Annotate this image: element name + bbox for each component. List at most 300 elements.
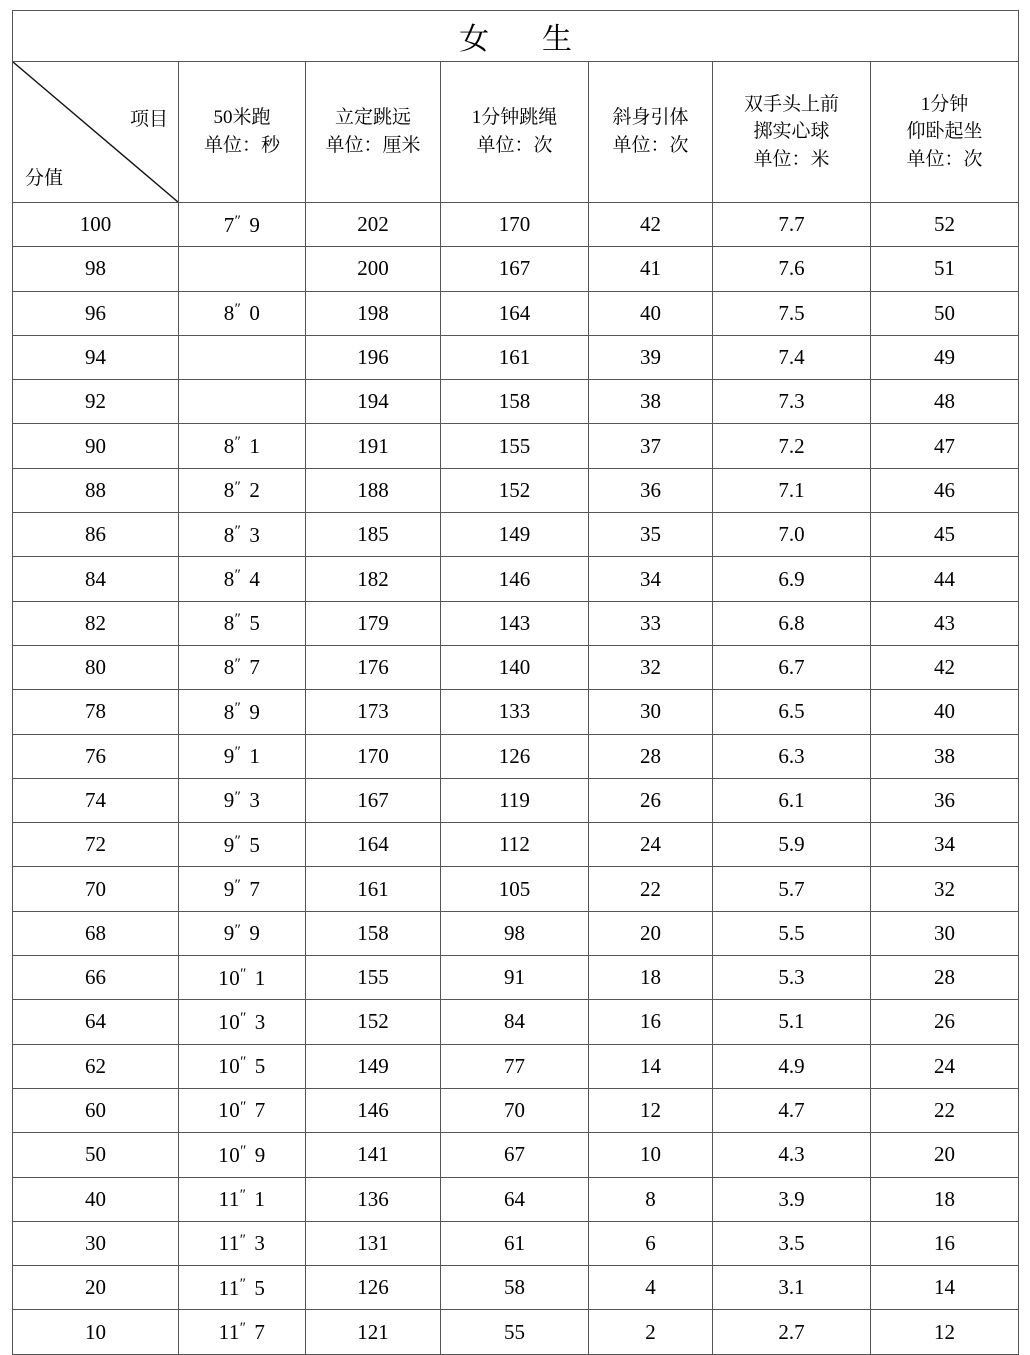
cell-medball: 6.9 [713, 557, 871, 601]
cell-situp: 14 [871, 1266, 1019, 1310]
column-header-medball [713, 62, 871, 203]
cell-situp: 22 [871, 1088, 1019, 1132]
column-header-jumprope-unit: 单位：次 [476, 135, 553, 156]
cell-jumprope: 84 [441, 1000, 589, 1044]
cell-score: 92 [13, 380, 179, 424]
cell-jumprope: 64 [441, 1177, 589, 1221]
cell-longjump: 131 [306, 1221, 441, 1265]
column-header-inclinepull-unit: 单位：次 [612, 135, 689, 156]
run50-decimal: 4 [249, 566, 261, 591]
cell-longjump: 196 [306, 335, 441, 379]
second-mark-icon: ″ [240, 1054, 247, 1071]
cell-run50 [179, 1310, 306, 1354]
cell-longjump: 179 [306, 601, 441, 645]
cell-run50 [179, 911, 306, 955]
table-row [13, 513, 1019, 557]
table-row [13, 380, 1019, 424]
cell-medball: 2.7 [713, 1310, 871, 1354]
cell-jumprope: 70 [441, 1088, 589, 1132]
cell-medball: 5.3 [713, 956, 871, 1000]
cell-situp: 45 [871, 513, 1019, 557]
run50-seconds: 9 [223, 744, 235, 769]
second-mark-icon: ″ [234, 877, 242, 894]
cell-jumprope: 126 [441, 734, 589, 778]
cell-situp: 28 [871, 956, 1019, 1000]
run50-seconds: 9 [223, 876, 235, 901]
cell-medball: 4.3 [713, 1133, 871, 1177]
cell-medball: 7.5 [713, 291, 871, 335]
cell-longjump: 146 [306, 1088, 441, 1132]
cell-run50 [179, 1177, 306, 1221]
cell-jumprope: 105 [441, 867, 589, 911]
cell-inclinepull: 39 [589, 335, 713, 379]
cell-inclinepull: 10 [589, 1133, 713, 1177]
cell-inclinepull: 30 [589, 690, 713, 734]
second-mark-icon: ″ [239, 1320, 247, 1337]
cell-inclinepull: 36 [589, 468, 713, 512]
run50-seconds: 10 [218, 1054, 241, 1079]
run50-decimal: 5 [249, 611, 261, 636]
table-row [13, 557, 1019, 601]
cell-run50 [179, 823, 306, 867]
second-mark-icon: ″ [234, 832, 242, 849]
cell-medball: 4.7 [713, 1088, 871, 1132]
run50-seconds: 9 [223, 921, 235, 946]
second-mark-icon: ″ [234, 788, 242, 805]
cell-medball: 7.4 [713, 335, 871, 379]
column-header-situp [871, 62, 1019, 203]
cell-longjump: 167 [306, 778, 441, 822]
cell-medball: 6.3 [713, 734, 871, 778]
cell-jumprope: 149 [441, 513, 589, 557]
second-mark-icon: ″ [239, 1275, 247, 1292]
cell-score: 100 [13, 203, 179, 247]
cell-jumprope: 58 [441, 1266, 589, 1310]
cell-situp: 18 [871, 1177, 1019, 1221]
table-row [13, 291, 1019, 335]
second-mark-icon: ″ [234, 567, 242, 584]
cell-jumprope: 146 [441, 557, 589, 601]
corner-item-label: 项目 [129, 109, 168, 130]
run50-seconds: 8 [223, 611, 235, 636]
cell-run50 [179, 956, 306, 1000]
column-header-inclinepull-name: 斜身引体 [612, 107, 689, 129]
run50-seconds: 8 [223, 699, 235, 724]
cell-run50 [179, 645, 306, 689]
run50-seconds: 8 [223, 434, 235, 458]
cell-run50 [179, 335, 306, 379]
column-header-medball-unit: 单位：米 [753, 148, 830, 170]
cell-inclinepull: 20 [589, 911, 713, 955]
run50-seconds: 8 [223, 478, 235, 503]
run50-decimal: 7 [249, 655, 261, 680]
cell-situp: 42 [871, 645, 1019, 689]
table-row [13, 1088, 1019, 1132]
run50-seconds: 9 [223, 832, 235, 857]
cell-situp: 43 [871, 601, 1019, 645]
table-row [13, 1266, 1019, 1310]
cell-longjump: 155 [306, 956, 441, 1000]
cell-longjump: 136 [306, 1177, 441, 1221]
cell-jumprope: 67 [441, 1133, 589, 1177]
table-row [13, 645, 1019, 689]
cell-run50 [179, 690, 306, 734]
cell-jumprope: 112 [441, 823, 589, 867]
table-row [13, 1310, 1019, 1354]
cell-longjump: 126 [306, 1266, 441, 1310]
run50-decimal: 3 [254, 1231, 266, 1256]
run50-decimal: 3 [249, 522, 261, 547]
cell-score: 78 [13, 690, 179, 734]
cell-run50 [179, 1088, 306, 1132]
run50-decimal: 5 [254, 1054, 266, 1079]
cell-medball: 7.3 [713, 380, 871, 424]
cell-inclinepull: 35 [589, 513, 713, 557]
run50-decimal: 7 [254, 1319, 266, 1344]
cell-longjump: 170 [306, 734, 441, 778]
run50-decimal: 0 [249, 301, 261, 326]
cell-situp: 20 [871, 1133, 1019, 1177]
column-header-longjump [306, 62, 441, 203]
table-row [13, 1000, 1019, 1044]
table-row [13, 956, 1019, 1000]
cell-score: 74 [13, 778, 179, 822]
cell-jumprope: 158 [441, 380, 589, 424]
cell-situp: 44 [871, 557, 1019, 601]
run50-seconds: 8 [223, 301, 235, 326]
cell-situp: 50 [871, 291, 1019, 335]
cell-longjump: 198 [306, 291, 441, 335]
cell-run50 [179, 247, 306, 291]
run50-decimal: 9 [249, 212, 261, 237]
cell-score: 70 [13, 867, 179, 911]
cell-inclinepull: 38 [589, 380, 713, 424]
run50-decimal: 5 [249, 832, 261, 857]
cell-inclinepull: 32 [589, 645, 713, 689]
run50-seconds: 10 [218, 1009, 241, 1034]
cell-score: 72 [13, 823, 179, 867]
second-mark-icon: ″ [234, 434, 242, 451]
cell-longjump: 121 [306, 1310, 441, 1354]
cell-longjump: 164 [306, 823, 441, 867]
cell-longjump: 149 [306, 1044, 441, 1088]
cell-score: 60 [13, 1088, 179, 1132]
table-row [13, 1133, 1019, 1177]
cell-inclinepull: 14 [589, 1044, 713, 1088]
table-header-row [13, 62, 1019, 203]
run50-seconds: 10 [218, 1098, 241, 1123]
corner-header-cell [13, 62, 179, 203]
cell-run50 [179, 778, 306, 822]
run50-seconds: 8 [223, 522, 235, 547]
cell-longjump: 185 [306, 513, 441, 557]
cell-score: 40 [13, 1177, 179, 1221]
cell-score: 88 [13, 468, 179, 512]
cell-score: 64 [13, 1000, 179, 1044]
cell-inclinepull: 37 [589, 424, 713, 468]
run50-decimal: 3 [254, 1009, 266, 1034]
cell-score: 84 [13, 557, 179, 601]
cell-situp: 16 [871, 1221, 1019, 1265]
cell-score: 62 [13, 1044, 179, 1088]
cell-jumprope: 77 [441, 1044, 589, 1088]
cell-medball: 3.9 [713, 1177, 871, 1221]
second-mark-icon: ″ [234, 744, 242, 761]
cell-run50 [179, 1000, 306, 1044]
cell-inclinepull: 34 [589, 557, 713, 601]
second-mark-icon: ″ [234, 478, 242, 495]
cell-inclinepull: 16 [589, 1000, 713, 1044]
cell-medball: 5.7 [713, 867, 871, 911]
cell-jumprope: 161 [441, 335, 589, 379]
cell-situp: 36 [871, 778, 1019, 822]
cell-longjump: 194 [306, 380, 441, 424]
cell-jumprope: 170 [441, 203, 589, 247]
cell-jumprope: 155 [441, 424, 589, 468]
cell-medball: 7.6 [713, 247, 871, 291]
cell-score: 96 [13, 291, 179, 335]
cell-score: 68 [13, 911, 179, 955]
run50-seconds: 7 [223, 212, 235, 237]
run50-decimal: 9 [249, 699, 261, 724]
run50-seconds: 8 [223, 655, 235, 680]
cell-situp: 47 [871, 424, 1019, 468]
cell-run50 [179, 291, 306, 335]
run50-decimal: 9 [249, 921, 261, 946]
cell-score: 76 [13, 734, 179, 778]
cell-longjump: 176 [306, 645, 441, 689]
second-mark-icon: ″ [239, 1187, 247, 1204]
cell-medball: 7.0 [713, 513, 871, 557]
second-mark-icon: ″ [234, 655, 242, 672]
cell-inclinepull: 8 [589, 1177, 713, 1221]
cell-medball: 4.9 [713, 1044, 871, 1088]
table-row [13, 778, 1019, 822]
column-header-situp-name2: 仰卧起坐 [906, 121, 983, 143]
cell-medball: 3.5 [713, 1221, 871, 1265]
cell-longjump: 173 [306, 690, 441, 734]
table-row [13, 734, 1019, 778]
second-mark-icon: ″ [234, 212, 242, 229]
cell-run50 [179, 601, 306, 645]
table-row [13, 911, 1019, 955]
table-row [13, 247, 1019, 291]
cell-medball: 5.9 [713, 823, 871, 867]
second-mark-icon: ″ [234, 522, 242, 539]
column-header-medball-name2: 掷实心球 [753, 121, 830, 143]
run50-seconds: 10 [218, 1142, 241, 1167]
column-header-longjump-unit: 单位：厘米 [325, 135, 421, 156]
cell-run50 [179, 1133, 306, 1177]
cell-longjump: 152 [306, 1000, 441, 1044]
cell-score: 20 [13, 1266, 179, 1310]
column-header-situp-name1: 1分钟 [920, 93, 969, 115]
cell-run50 [179, 203, 306, 247]
second-mark-icon: ″ [240, 1010, 247, 1027]
column-header-medball-name1: 双手头上前 [743, 93, 839, 115]
page-title: 女 生 [13, 11, 1019, 62]
cell-longjump: 158 [306, 911, 441, 955]
cell-run50 [179, 424, 306, 468]
cell-run50 [179, 1044, 306, 1088]
cell-score: 82 [13, 601, 179, 645]
table-title-row [13, 11, 1019, 62]
cell-situp: 52 [871, 203, 1019, 247]
cell-run50 [179, 734, 306, 778]
run50-seconds: 8 [223, 566, 235, 591]
cell-jumprope: 61 [441, 1221, 589, 1265]
cell-inclinepull: 2 [589, 1310, 713, 1354]
girls-fitness-score-table [12, 10, 1019, 1355]
cell-medball: 6.7 [713, 645, 871, 689]
cell-run50 [179, 468, 306, 512]
cell-situp: 12 [871, 1310, 1019, 1354]
cell-jumprope: 167 [441, 247, 589, 291]
run50-seconds: 11 [218, 1275, 240, 1300]
cell-score: 94 [13, 335, 179, 379]
run50-decimal: 1 [249, 744, 261, 769]
table-row [13, 335, 1019, 379]
run50-seconds: 11 [218, 1319, 240, 1344]
cell-situp: 51 [871, 247, 1019, 291]
cell-situp: 38 [871, 734, 1019, 778]
run50-seconds: 11 [218, 1231, 240, 1256]
second-mark-icon: ″ [234, 700, 242, 717]
cell-run50 [179, 557, 306, 601]
cell-situp: 32 [871, 867, 1019, 911]
table-row [13, 690, 1019, 734]
second-mark-icon: ″ [240, 1143, 247, 1159]
cell-jumprope: 152 [441, 468, 589, 512]
run50-decimal: 7 [249, 876, 261, 901]
cell-situp: 46 [871, 468, 1019, 512]
cell-medball: 6.5 [713, 690, 871, 734]
second-mark-icon: ″ [239, 1231, 247, 1248]
cell-longjump: 161 [306, 867, 441, 911]
run50-decimal: 5 [254, 1275, 266, 1300]
cell-score: 90 [13, 424, 179, 468]
cell-inclinepull: 12 [589, 1088, 713, 1132]
cell-score: 10 [13, 1310, 179, 1354]
cell-medball: 7.2 [713, 424, 871, 468]
cell-run50 [179, 1221, 306, 1265]
cell-inclinepull: 24 [589, 823, 713, 867]
run50-decimal: 9 [254, 1142, 266, 1167]
table-row [13, 1177, 1019, 1221]
table-row [13, 424, 1019, 468]
cell-medball: 7.1 [713, 468, 871, 512]
cell-score: 66 [13, 956, 179, 1000]
cell-medball: 6.8 [713, 601, 871, 645]
second-mark-icon: ″ [240, 965, 247, 982]
second-mark-icon: ″ [234, 921, 242, 938]
cell-run50 [179, 1266, 306, 1310]
cell-score: 50 [13, 1133, 179, 1177]
table-row [13, 823, 1019, 867]
second-mark-icon: ″ [240, 1098, 247, 1115]
cell-jumprope: 98 [441, 911, 589, 955]
run50-decimal: 2 [249, 478, 261, 503]
cell-run50 [179, 867, 306, 911]
column-header-longjump-name: 立定跳远 [334, 107, 411, 129]
cell-situp: 30 [871, 911, 1019, 955]
cell-longjump: 200 [306, 247, 441, 291]
cell-medball: 7.7 [713, 203, 871, 247]
cell-inclinepull: 33 [589, 601, 713, 645]
run50-decimal: 7 [254, 1098, 266, 1123]
cell-jumprope: 143 [441, 601, 589, 645]
cell-situp: 24 [871, 1044, 1019, 1088]
table-row [13, 601, 1019, 645]
cell-medball: 5.5 [713, 911, 871, 955]
table-row [13, 468, 1019, 512]
cell-jumprope: 119 [441, 778, 589, 822]
column-header-situp-unit: 单位：次 [906, 148, 983, 170]
cell-jumprope: 140 [441, 645, 589, 689]
cell-longjump: 141 [306, 1133, 441, 1177]
cell-inclinepull: 22 [589, 867, 713, 911]
run50-seconds: 10 [218, 965, 241, 990]
cell-situp: 26 [871, 1000, 1019, 1044]
column-header-run50 [179, 62, 306, 203]
run50-decimal: 3 [249, 788, 261, 813]
second-mark-icon: ″ [234, 301, 242, 318]
run50-decimal: 1 [249, 434, 261, 458]
cell-inclinepull: 4 [589, 1266, 713, 1310]
cell-medball: 6.1 [713, 778, 871, 822]
cell-run50 [179, 380, 306, 424]
cell-situp: 48 [871, 380, 1019, 424]
table-row [13, 867, 1019, 911]
second-mark-icon: ″ [234, 611, 242, 628]
corner-score-label: 分值 [25, 168, 64, 189]
cell-inclinepull: 6 [589, 1221, 713, 1265]
column-header-jumprope [441, 62, 589, 203]
column-header-inclinepull [589, 62, 713, 203]
cell-inclinepull: 28 [589, 734, 713, 778]
cell-inclinepull: 26 [589, 778, 713, 822]
cell-score: 98 [13, 247, 179, 291]
cell-situp: 34 [871, 823, 1019, 867]
cell-inclinepull: 18 [589, 956, 713, 1000]
cell-longjump: 182 [306, 557, 441, 601]
cell-longjump: 202 [306, 203, 441, 247]
table-row [13, 1221, 1019, 1265]
run50-seconds: 9 [223, 788, 235, 813]
cell-situp: 40 [871, 690, 1019, 734]
cell-jumprope: 91 [441, 956, 589, 1000]
cell-run50 [179, 513, 306, 557]
column-header-jumprope-name: 1分钟跳绳 [471, 107, 558, 129]
run50-decimal: 1 [254, 965, 266, 990]
cell-score: 80 [13, 645, 179, 689]
cell-longjump: 188 [306, 468, 441, 512]
cell-jumprope: 164 [441, 291, 589, 335]
column-header-run50-unit: 单位：秒 [203, 135, 280, 156]
table-row [13, 1044, 1019, 1088]
cell-situp: 49 [871, 335, 1019, 379]
run50-decimal: 1 [254, 1187, 266, 1212]
cell-score: 30 [13, 1221, 179, 1265]
cell-jumprope: 55 [441, 1310, 589, 1354]
cell-jumprope: 133 [441, 690, 589, 734]
cell-inclinepull: 41 [589, 247, 713, 291]
run50-seconds: 11 [218, 1187, 240, 1212]
table-row [13, 203, 1019, 247]
cell-score: 86 [13, 513, 179, 557]
cell-medball: 3.1 [713, 1266, 871, 1310]
cell-inclinepull: 40 [589, 291, 713, 335]
